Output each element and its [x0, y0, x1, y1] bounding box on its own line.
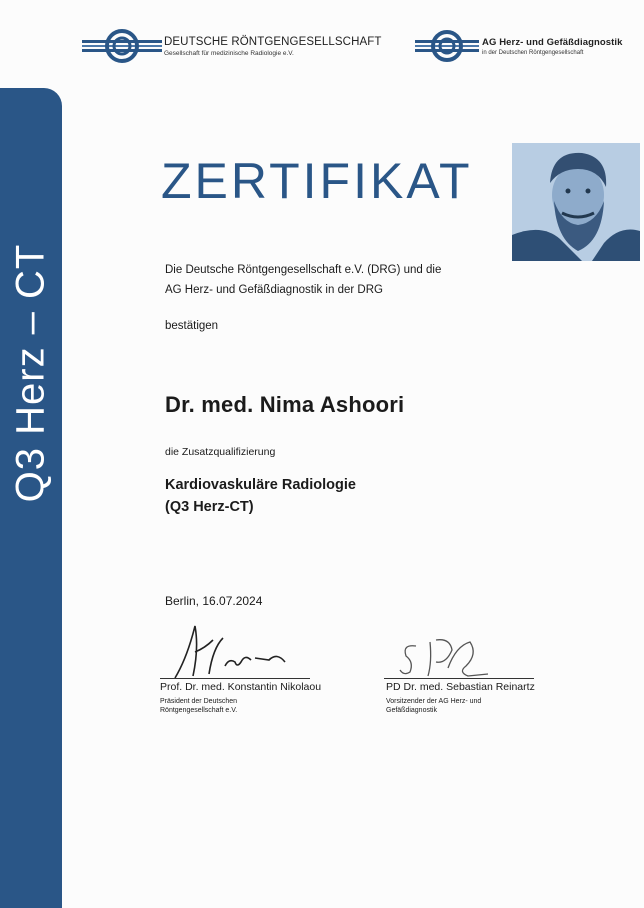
drg-logo-subtitle: Gesellschaft für medizinische Radiologie e.V.	[164, 49, 294, 57]
signature-line-2	[384, 678, 534, 679]
qualification-title	[165, 474, 356, 518]
signer-1-role-line-2: Röntgengesellschaft e.V.	[160, 707, 238, 714]
sidebar-label: Q3 Herz – CT	[8, 243, 53, 503]
intro-line-1: Die Deutsche Röntgengesellschaft e.V. (DRG) und die	[165, 264, 442, 276]
ag-herz-logo-name: AG Herz- und Gefäßdiagnostik	[482, 36, 623, 48]
signer-1-role-line-1: Präsident der Deutschen	[160, 698, 238, 705]
signature-nikolaou-icon	[165, 618, 305, 682]
recipient-name: Dr. med. Nima Ashoori	[165, 392, 405, 417]
signature-line-1	[160, 678, 310, 679]
signer-2-role-line-2: Gefäßdiagnostik	[386, 707, 437, 714]
sidebar-band	[0, 88, 62, 908]
signer-1-role	[160, 697, 237, 715]
signature-reinartz-icon	[396, 632, 506, 680]
intro-text	[165, 260, 441, 300]
qualification-line-1: Kardiovaskuläre Radiologie	[165, 477, 356, 493]
place-date: Berlin, 16.07.2024	[165, 594, 263, 608]
signer-2-role	[386, 697, 481, 715]
signer-2-name: PD Dr. med. Sebastian Reinartz	[386, 681, 535, 693]
confirm-text: bestätigen	[165, 320, 219, 332]
certificate-title: ZERTIFIKAT	[161, 153, 473, 209]
roentgen-portrait-icon	[512, 143, 640, 261]
intro-line-2: AG Herz- und Gefäßdiagnostik in der DRG	[165, 284, 383, 296]
ag-herz-logo	[415, 28, 623, 64]
drg-logo-name: DEUTSCHE RÖNTGENGESELLSCHAFT	[164, 35, 382, 48]
signer-2-role-line-1: Vorsitzender der AG Herz- und	[386, 698, 482, 705]
qualification-line-2: (Q3 Herz-CT)	[165, 499, 254, 515]
ag-herz-logo-subtitle: in der Deutschen Röntgengesellschaft	[482, 49, 584, 56]
qualification-label: die Zusatzqualifizierung	[165, 446, 276, 458]
ag-herz-emblem-icon	[415, 28, 479, 64]
drg-logo	[82, 28, 382, 64]
signer-1-name: Prof. Dr. med. Konstantin Nikolaou	[160, 681, 322, 693]
drg-emblem-icon	[82, 28, 162, 64]
